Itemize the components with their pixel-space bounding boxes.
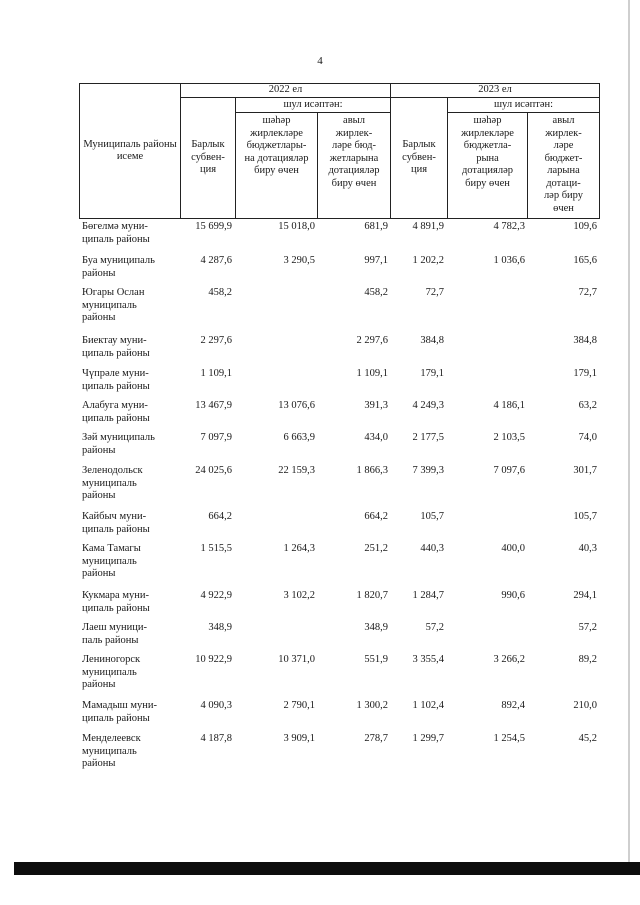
page-number: 4 (317, 55, 323, 67)
total-2023-value: 3 355,4 (412, 654, 444, 665)
district-name: Кама Тамагы муниципаль районы (82, 543, 141, 579)
total-2023-value: 1 299,7 (412, 733, 444, 744)
total-2022-value: 4 922,9 (200, 590, 232, 601)
total-2022-value: 2 297,6 (200, 335, 232, 346)
urban-2022-value: 6 663,9 (283, 432, 315, 443)
district-column-header: Муниципаль районы исеме (80, 84, 181, 219)
total-2023-value: 384,8 (420, 335, 444, 346)
urban-2022-header: шәһәр жирлекләре бюджетлары- на дотацияләр биру өчен (236, 113, 318, 219)
rural-2023-value: 294,1 (573, 590, 597, 601)
total-2023-value: 4 891,9 (412, 221, 444, 232)
rural-2022-value: 458,2 (364, 287, 388, 298)
rural-2023-value: 89,2 (578, 654, 597, 665)
urban-2023-value: 1 036,6 (493, 255, 525, 266)
urban-2023-value: 4 782,3 (493, 221, 525, 232)
urban-2022-value: 3 290,5 (283, 255, 315, 266)
urban-2022-value: 15 018,0 (278, 221, 315, 232)
urban-2022-value: 2 790,1 (283, 700, 315, 711)
rural-2022-value: 348,9 (364, 622, 388, 633)
rural-2022-value: 664,2 (364, 511, 388, 522)
of-which-2022-header: шул исәптән: (236, 98, 391, 113)
urban-2023-value: 990,6 (501, 590, 525, 601)
district-name: Кукмара муни- ципаль районы (82, 590, 150, 614)
total-2023-value: 1 202,2 (412, 255, 444, 266)
rural-2023-header: авыл жирлек- ләре бюджет- ларына дотаци- ләр биру өчен (528, 113, 600, 219)
district-name: Чүпрәле муни- ципаль районы (82, 368, 150, 392)
total-2023-value: 1 284,7 (412, 590, 444, 601)
total-2023-value: 179,1 (420, 368, 444, 379)
rural-2022-value: 434,0 (364, 432, 388, 443)
total-2023-value: 105,7 (420, 511, 444, 522)
rural-2023-value: 74,0 (578, 432, 597, 443)
rural-2022-value: 1 300,2 (356, 700, 388, 711)
rural-2022-value: 551,9 (364, 654, 388, 665)
district-name: Биектау муни- ципаль районы (82, 335, 150, 359)
urban-2022-value: 1 264,3 (283, 543, 315, 554)
district-name: Зеленодольск муниципаль районы (82, 465, 143, 501)
rural-2022-value: 251,2 (364, 543, 388, 554)
rural-2023-value: 105,7 (573, 511, 597, 522)
rural-2023-value: 45,2 (578, 733, 597, 744)
total-2022-value: 458,2 (208, 287, 232, 298)
total-2022-header: Барлык субвен- ция (181, 98, 236, 219)
of-which-2023-header: шул исәптән: (448, 98, 600, 113)
total-2022-value: 15 699,9 (195, 221, 232, 232)
urban-2023-value: 1 254,5 (493, 733, 525, 744)
rural-2022-value: 1 109,1 (356, 368, 388, 379)
total-2023-value: 4 249,3 (412, 400, 444, 411)
urban-2023-value: 2 103,5 (493, 432, 525, 443)
urban-2023-value: 4 186,1 (493, 400, 525, 411)
urban-2023-value: 400,0 (501, 543, 525, 554)
rural-2023-value: 63,2 (578, 400, 597, 411)
urban-2022-value: 3 102,2 (283, 590, 315, 601)
district-name: Бөгелмә муни- ципаль районы (82, 221, 150, 245)
district-name: Буа муниципаль районы (82, 255, 155, 279)
district-name: Зәй муниципаль районы (82, 432, 155, 456)
rural-2023-value: 301,7 (573, 465, 597, 476)
rural-2023-value: 210,0 (573, 700, 597, 711)
district-name: Лениногорск муниципаль районы (82, 654, 141, 690)
total-2022-value: 1 109,1 (200, 368, 232, 379)
table-header (79, 83, 600, 219)
rural-2023-value: 57,2 (578, 622, 597, 633)
urban-2022-value: 10 371,0 (278, 654, 315, 665)
urban-2022-value: 3 909,1 (283, 733, 315, 744)
district-name: Мамадыш муни- ципаль районы (82, 700, 157, 724)
district-name: Лаеш муници- паль районы (82, 622, 148, 646)
total-2023-value: 7 399,3 (412, 465, 444, 476)
total-2023-header: Барлык субвен- ция (391, 98, 448, 219)
urban-2022-value: 22 159,3 (278, 465, 315, 476)
rural-2022-value: 278,7 (364, 733, 388, 744)
rural-2022-header: авыл жирлек- ләре бюд- жетларына дотацияләр биру өчен (318, 113, 391, 219)
district-name: Кайбыч муни- ципаль районы (82, 511, 150, 535)
scan-border (14, 862, 640, 875)
district-name: Алабуга муни- ципаль районы (82, 400, 150, 424)
total-2022-value: 348,9 (208, 622, 232, 633)
rural-2022-value: 391,3 (364, 400, 388, 411)
urban-2023-value: 892,4 (501, 700, 525, 711)
total-2022-value: 13 467,9 (195, 400, 232, 411)
rural-2023-value: 40,3 (578, 543, 597, 554)
total-2022-value: 10 922,9 (195, 654, 232, 665)
total-2022-value: 664,2 (208, 511, 232, 522)
district-name: Югары Ослан муниципаль районы (82, 287, 145, 323)
total-2022-value: 1 515,5 (200, 543, 232, 554)
total-2022-value: 7 097,9 (200, 432, 232, 443)
total-2023-value: 57,2 (425, 622, 444, 633)
rural-2022-value: 681,9 (364, 221, 388, 232)
total-2023-value: 440,3 (420, 543, 444, 554)
rural-2022-value: 1 820,7 (356, 590, 388, 601)
rural-2023-value: 179,1 (573, 368, 597, 379)
total-2022-value: 24 025,6 (195, 465, 232, 476)
total-2022-value: 4 287,6 (200, 255, 232, 266)
total-2023-value: 1 102,4 (412, 700, 444, 711)
urban-2022-value: 13 076,6 (278, 400, 315, 411)
urban-2023-header: шәһәр жирлекләре бюджетла- рына дотацияләр биру өчен (448, 113, 528, 219)
rural-2022-value: 2 297,6 (356, 335, 388, 346)
district-name: Менделеевск муниципаль районы (82, 733, 141, 769)
rural-2023-value: 384,8 (573, 335, 597, 346)
total-2023-value: 2 177,5 (412, 432, 444, 443)
page-edge (628, 0, 630, 862)
year-2022-header: 2022 ел (181, 84, 391, 98)
rural-2022-value: 1 866,3 (356, 465, 388, 476)
rural-2023-value: 165,6 (573, 255, 597, 266)
rural-2023-value: 109,6 (573, 221, 597, 232)
rural-2022-value: 997,1 (364, 255, 388, 266)
total-2022-value: 4 090,3 (200, 700, 232, 711)
rural-2023-value: 72,7 (578, 287, 597, 298)
urban-2023-value: 3 266,2 (493, 654, 525, 665)
year-2023-header: 2023 ел (391, 84, 600, 98)
total-2023-value: 72,7 (425, 287, 444, 298)
total-2022-value: 4 187,8 (200, 733, 232, 744)
urban-2023-value: 7 097,6 (493, 465, 525, 476)
